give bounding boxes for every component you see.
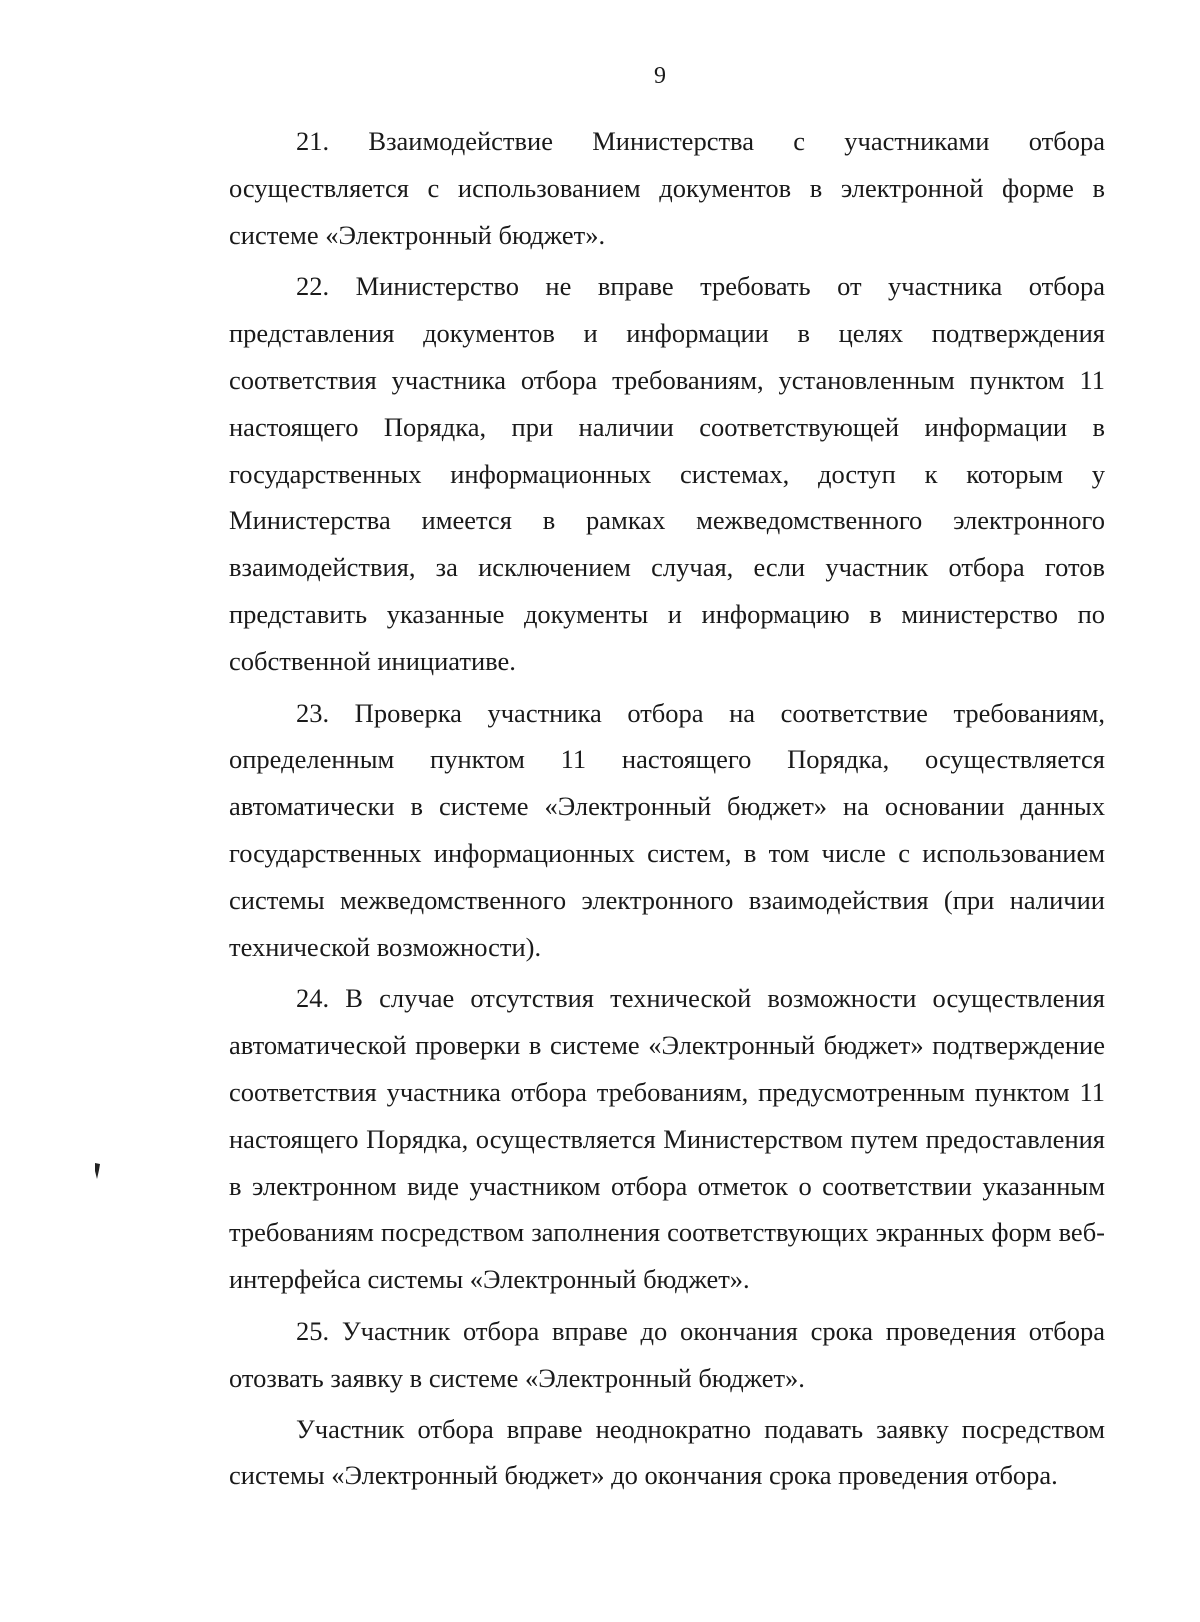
document-body [229,118,1105,1499]
paragraph-25-continued: Участник отбора вправе неоднократно подавать заявку посредством системы «Электронный бюджет» до окончания срока проведения отбора. [229,1413,1105,1491]
paragraph-24: 24. В случае отсутствия технической возможности осуществления автоматической проверки в системе «Электронный бюджет» подтверждение соответствия участника отбора требованиям, предусмотренным пунктом 11 настоящего Порядка, осуществляется Министерством путем предоставления в электронном виде участником отбора отметок о соответствии указанным требованиям посредством заполнения соответствующих экранных форм веб-интерфейса системы «Электронный бюджет». [229,983,1105,1295]
scan-artifact-mark [93,1162,102,1180]
paragraph-25: 25. Участник отбора вправе до окончания срока проведения отбора отозвать заявку в системе «Электронный бюджет». [229,1315,1105,1393]
page-number: 9 [654,63,666,89]
paragraph-23: 23. Проверка участника отбора на соответствие требованиям, определенным пунктом 11 настоящего Порядка, осуществляется автоматически в системе «Электронный бюджет» на основании данных государственных информационных систем, в том числе с использованием системы межведомственного электронного взаимодействия (при наличии технической возможности). [229,697,1105,962]
paragraph-22: 22. Министерство не вправе требовать от участника отбора представления документов и информации в целях подтверждения соответствия участника отбора требованиям, установленным пунктом 11 настоящего Порядка, при наличии соответствующей информации в государственных информационных системах, доступ к которым у Министерства имеется в рамках межведомственного электронного взаимодействия, за исключением случая, если участник отбора готов представить указанные документы и информацию в министерство по собственной инициативе. [229,271,1105,676]
paragraph-21: 21. Взаимодействие Министерства с участниками отбора осуществляется с использованием документов в электронной форме в системе «Электронный бюджет». [229,126,1105,250]
